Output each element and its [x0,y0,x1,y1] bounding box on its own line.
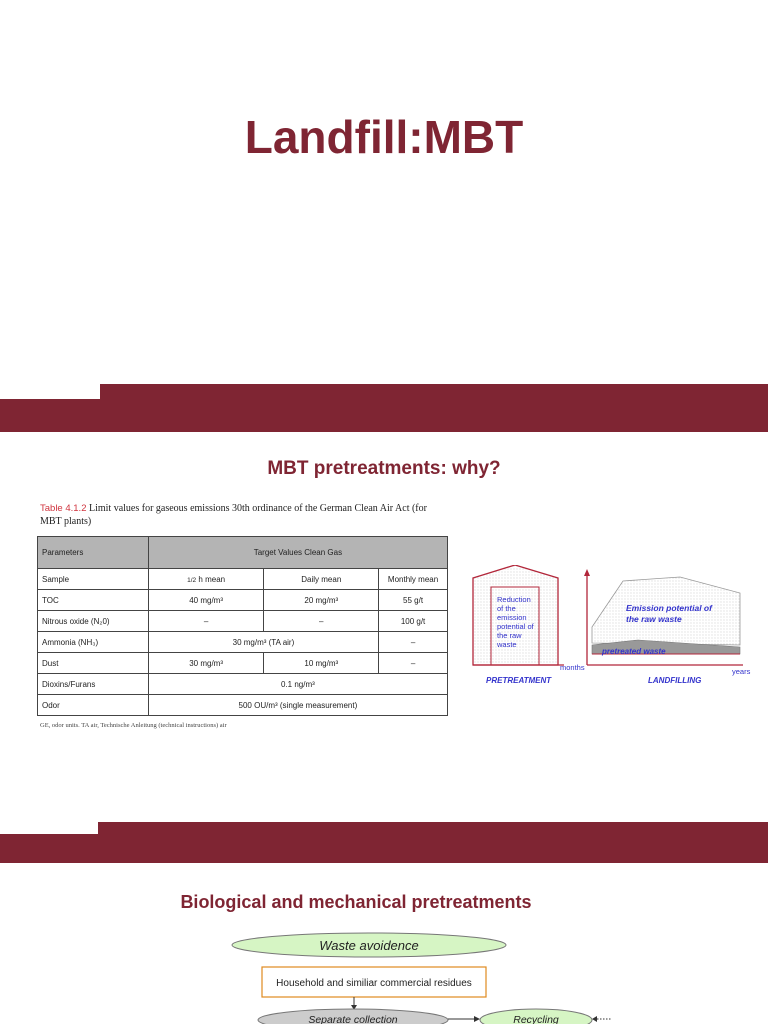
table-row [38,569,448,590]
arrow-up-icon [584,569,590,576]
table-row [38,611,448,632]
divider-bar-top [100,384,768,400]
months-label: months [560,663,585,672]
emission-diagram [468,565,760,690]
emission-label: Emission potential of [626,603,712,613]
cell-label: Dioxins/Furans [38,674,149,695]
divider-bar-bottom-2 [0,834,768,863]
cell-label: Nitrous oxide (N₂0) [38,611,149,632]
header-target-values: Target Values Clean Gas [148,537,447,569]
pre-line: potential of [497,622,534,631]
half-fraction: 1/2 [187,576,197,584]
recycling-label: Recycling [513,1014,559,1024]
pre-line: Reduction [497,595,531,604]
cell-value: 100 g/t [379,611,448,632]
cell-value: 40 mg/m³ [148,590,264,611]
slide-title: Landfill:MBT [244,111,524,163]
table-label: Table 4.1.2 [40,503,87,514]
slide-heading-pretreatments: Biological and mechanical pretreatments [180,892,532,912]
household-label: Household and similiar commercial residues [276,978,472,989]
pretreated-label: pretreated waste [602,647,666,656]
slide-heading-mbt-why: MBT pretreatments: why? [267,458,501,479]
cell-label: Sample [38,569,149,590]
cell-value: 55 g/t [379,590,448,611]
table-caption-text: Limit values for gaseous emissions 30th ordinance of the German Clean Air Act (for MBT plants) [40,503,427,527]
landfilling-label: LANDFILLING [648,676,702,685]
header-parameters: Parameters [38,537,149,569]
pre-line: waste [497,640,517,649]
cell-value: – [148,611,264,632]
cell-value: 30 mg/m³ (TA air) [148,632,378,653]
pretreatment-label: PRETREATMENT [486,676,552,685]
table-footnote: GE, odor units. TA air, Technische Anleitung (technical instructions) air [40,722,227,729]
cell-label: Ammonia (NH₃) [38,632,149,653]
divider-bar-bottom [0,399,768,432]
cell-value: – [379,632,448,653]
separate-collection-label: Separate collection [308,1014,398,1024]
pre-line: emission [497,613,527,622]
arrow-left-icon [592,1016,597,1022]
cell-value: 20 mg/m³ [264,590,379,611]
cell-half-hour [148,569,264,590]
table-caption [40,502,445,528]
pretreatment-flowchart [0,925,768,1024]
waste-avoidance-label: Waste avoidence [319,938,419,953]
emission-label: the raw waste [626,614,682,624]
cell-value: – [379,653,448,674]
table-header-row [38,537,448,569]
years-label: years [732,667,751,676]
cell-half-hour-text: h mean [198,574,226,584]
cell-daily: Daily mean [264,569,379,590]
cell-value: 30 mg/m³ [148,653,264,674]
table-row [38,653,448,674]
arrow-right-icon [474,1016,480,1022]
table-row [38,590,448,611]
table-row [38,674,448,695]
emission-limits-table [37,536,448,716]
cell-label: TOC [38,590,149,611]
pre-line: the raw [497,631,522,640]
cell-value: 0.1 ng/m³ [148,674,447,695]
table-row [38,695,448,716]
cell-value: – [264,611,379,632]
cell-value: 10 mg/m³ [264,653,379,674]
cell-label: Dust [38,653,149,674]
cell-monthly: Monthly mean [379,569,448,590]
pre-line: of the [497,604,516,613]
cell-label: Odor [38,695,149,716]
table-row [38,632,448,653]
cell-value: 500 OU/m³ (single measurement) [148,695,447,716]
